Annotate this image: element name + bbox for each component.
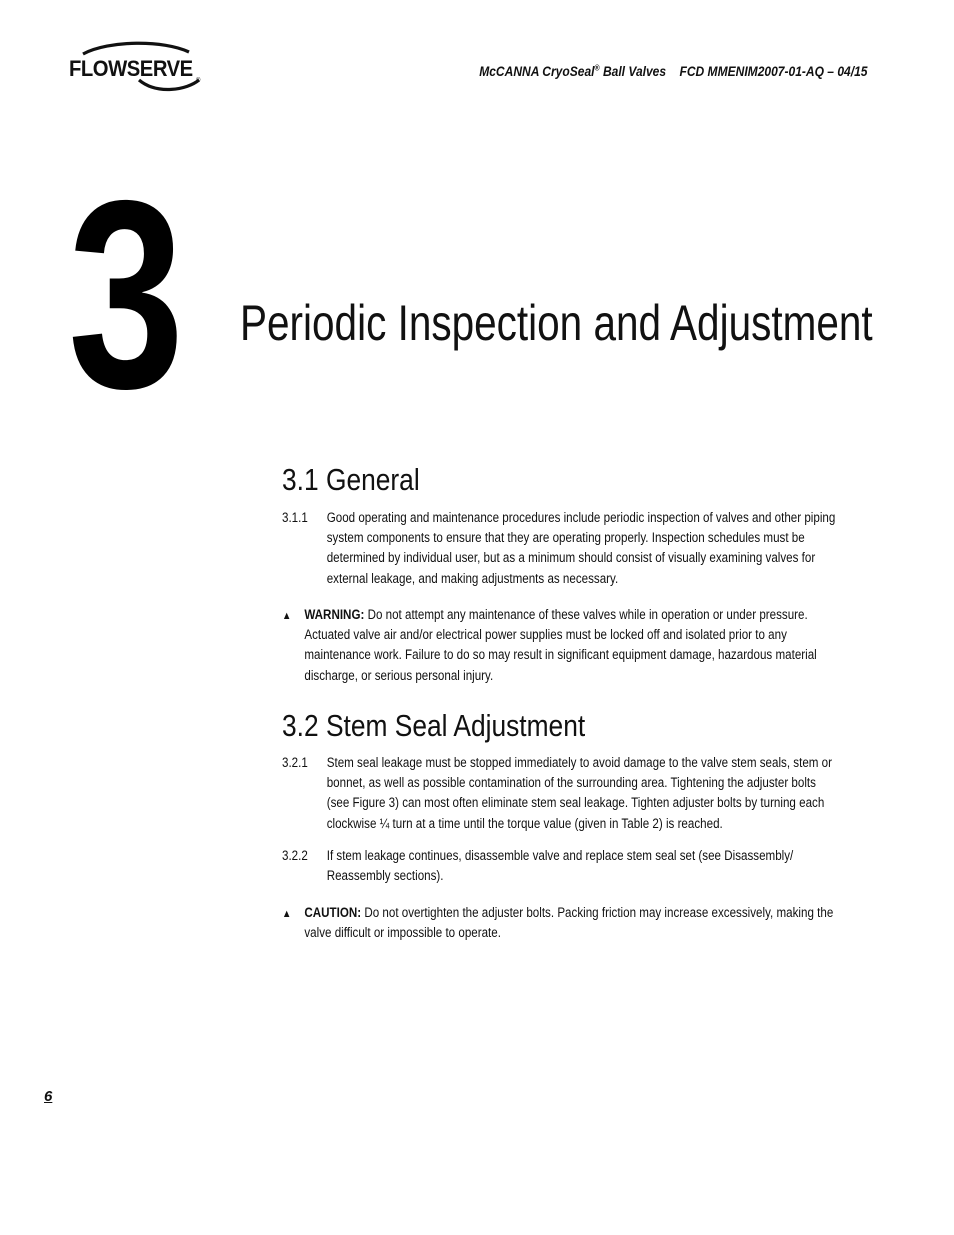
paragraph-text: If stem leakage continues, disassemble valve and replace stem seal set (see Disassembly/ Reassembly sections). (326, 848, 794, 884)
warning-triangle-icon: ▲ (282, 908, 292, 920)
paragraph-number: 3.2.2 (282, 848, 308, 863)
paragraph-number: 3.2.1 (282, 755, 308, 770)
chapter-title: Periodic Inspection and Adjustment (240, 295, 873, 351)
warning-label: WARNING: (304, 607, 365, 622)
paragraph-text: Stem seal leakage must be stopped immediately to avoid damage to the valve stem seals, stem or bonnet, as well as possible contamination of the surrounding area. Tightening the adjuster bolts (see Figure 3) can most often eliminate stem seal leakage. Tighten adjuster bolts by turning each clockwise ¼ turn at a time until the torque value (given in Table 2) is reached. (326, 755, 833, 831)
product-name: McCANNA CryoSeal (478, 63, 595, 79)
document-header-title (479, 63, 867, 79)
logo-registered-mark: ® (196, 78, 201, 84)
paragraph-text: Good operating and maintenance procedures include periodic inspection of valves and other piping system components to ensure that they are operating properly. Inspection schedules must be determined by individual user, but as a minimum should consist of visually examining valves for external leakage, and making adjustments as necessary. (326, 510, 836, 586)
warning-triangle-icon: ▲ (282, 610, 292, 622)
paragraph-3-2-1 (282, 753, 841, 834)
paragraph-3-2-2 (282, 846, 841, 886)
paragraph-3-1-1 (282, 508, 841, 589)
caution-note (282, 903, 841, 943)
section-heading-stem-seal-adjustment: 3.2 Stem Seal Adjustment (282, 708, 586, 743)
warning-text: Do not attempt any maintenance of these valves while in operation or under pressure. Actuated valve air and/or electrical power supplies must be locked off and isolated prior to any maintenance work. Failure to do so may result in significant equipment damage, hazardous material discharge, or serious personal injury. (304, 607, 817, 683)
caution-label: CAUTION: (304, 905, 362, 920)
logo-text: FLOWSERVE (69, 56, 193, 81)
paragraph-number: 3.1.1 (282, 510, 308, 525)
chapter-number: 3 (68, 144, 182, 444)
page-number: 6 (44, 1088, 53, 1105)
section-heading-general: 3.1 General (282, 462, 420, 497)
warning-note (282, 605, 841, 686)
registered-mark: ® (594, 63, 600, 73)
caution-text: Do not overtighten the adjuster bolts. Packing friction may increase excessively, making the valve difficult or impossible to operate. (304, 905, 834, 941)
document-code: Ball Valves FCD MMENIM2007-01-AQ – 04/15 (599, 63, 867, 79)
flowserve-logo (69, 40, 209, 96)
